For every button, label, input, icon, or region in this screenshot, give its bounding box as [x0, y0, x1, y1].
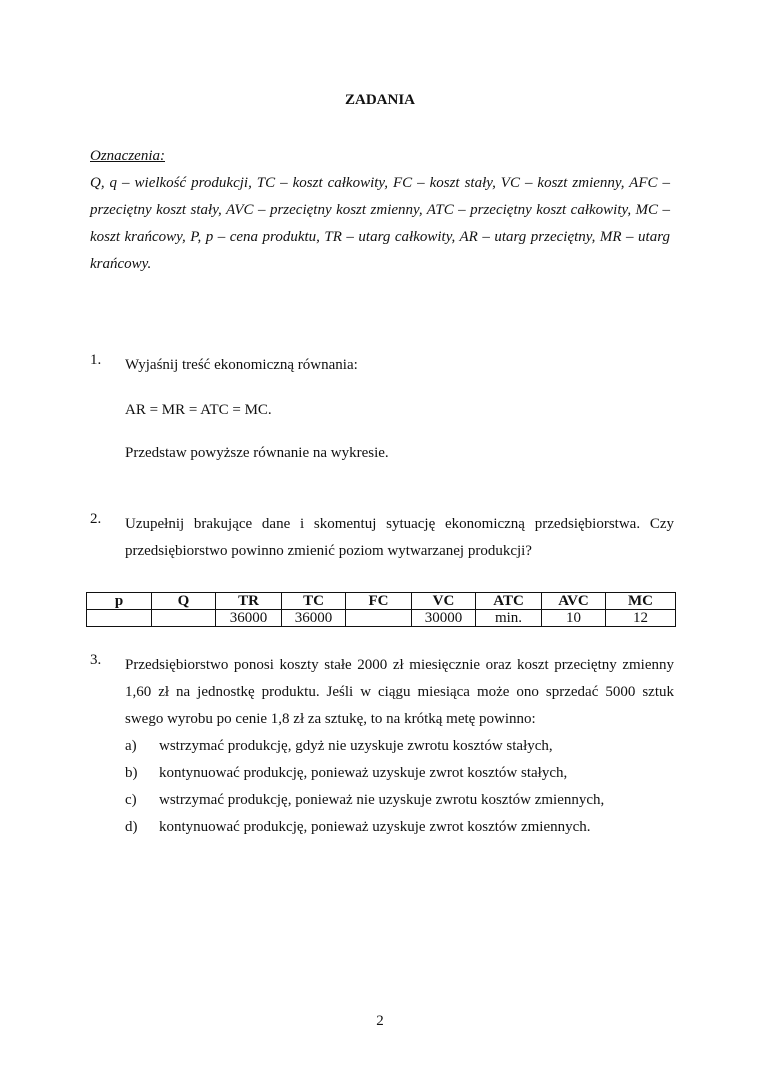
table-header-cell: p [87, 593, 152, 610]
table-header-cell: MC [606, 593, 676, 610]
table-cell: 12 [606, 610, 676, 627]
question-text: Przedsiębiorstwo ponosi koszty stałe 2000 zł miesięcznie oraz koszt przeciętny zmienny 1,60 zł na jednostkę produktu. Jeśli w ciągu miesiąca może ono sprzedać 5000 sztuk swego wyrobu po cenie 1,8 zł za sztukę, to na krótką metę powinno: [125, 657, 674, 727]
table-header-row [87, 593, 676, 610]
notation-block [90, 143, 670, 278]
cost-table [86, 592, 676, 627]
table-cell: 36000 [282, 610, 346, 627]
question-task: Przedstaw powyższe równanie na wykresie. [125, 445, 389, 461]
table-cell [152, 610, 216, 627]
page-title: ZADANIA [344, 92, 415, 108]
notation-heading: Oznaczenia: [90, 148, 165, 164]
answer-options [125, 733, 674, 841]
notation-text: Q, q – wielkość produkcji, TC – koszt całkowity, FC – koszt stały, VC – koszt zmienny, AFC – przeciętny koszt stały, AVC – przeciętny koszt zmienny, ATC – przeciętny koszt całkowity, MC – koszt krańcowy, P, p – cena produktu, TR – utarg całkowity, AR – utarg przeciętny, MR – utarg krańcowy. [90, 175, 670, 272]
table-cell [87, 610, 152, 627]
question-number: 1. [90, 352, 102, 368]
table-header-cell: TR [216, 593, 282, 610]
table-row [87, 610, 676, 627]
table-cell: 30000 [412, 610, 476, 627]
option-text: wstrzymać produkcję, gdyż nie uzyskuje zwrotu kosztów stałych, [159, 738, 553, 754]
answer-option [125, 760, 674, 787]
question-text: Uzupełnij brakujące dane i skomentuj sytuację ekonomiczną przedsiębiorstwa. Czy przedsiębiorstwo powinno zmienić poziom wytwarzanej produkcji? [125, 516, 674, 559]
question-text: Wyjaśnij treść ekonomiczną równania: [125, 357, 358, 373]
table-header-cell: AVC [542, 593, 606, 610]
question-1 [90, 352, 674, 462]
page-number: 2 [376, 1013, 384, 1029]
question-3 [90, 652, 674, 841]
option-text: kontynuować produkcję, ponieważ uzyskuje zwrot kosztów stałych, [159, 765, 568, 781]
question-number: 3. [90, 652, 102, 668]
option-letter: a) [125, 738, 137, 754]
table-header-cell: FC [346, 593, 412, 610]
table-cell: 10 [542, 610, 606, 627]
table-header-cell: Q [152, 593, 216, 610]
table-cell [346, 610, 412, 627]
equation: AR = MR = ATC = MC. [125, 402, 272, 418]
answer-option [125, 733, 674, 760]
option-letter: c) [125, 792, 137, 808]
question-2 [90, 511, 674, 565]
table-cell: min. [476, 610, 542, 627]
option-letter: b) [125, 765, 138, 781]
option-text: kontynuować produkcję, ponieważ uzyskuje zwrot kosztów zmiennych. [159, 819, 591, 835]
table-header-cell: ATC [476, 593, 542, 610]
table-header-cell: VC [412, 593, 476, 610]
option-letter: d) [125, 819, 138, 835]
answer-option [125, 814, 674, 841]
option-text: wstrzymać produkcję, ponieważ nie uzyskuje zwrotu kosztów zmiennych, [159, 792, 605, 808]
table-header-cell: TC [282, 593, 346, 610]
table-cell: 36000 [216, 610, 282, 627]
question-number: 2. [90, 511, 102, 527]
answer-option [125, 787, 674, 814]
